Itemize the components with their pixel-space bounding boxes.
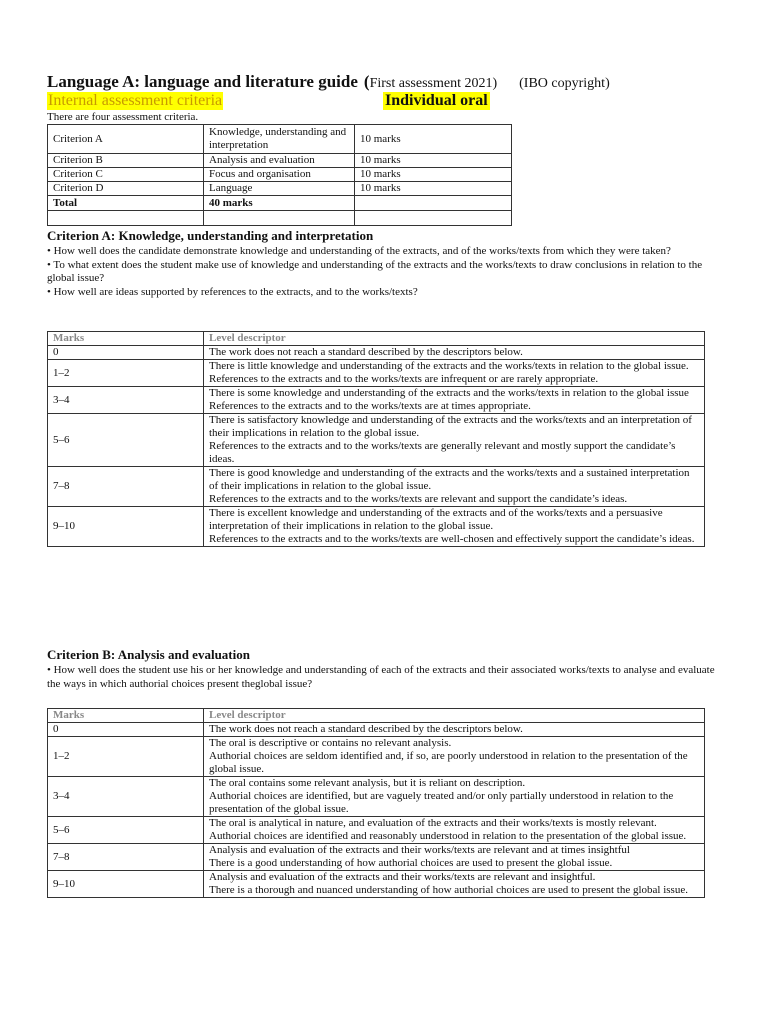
- summary-marks: 10 marks: [355, 182, 512, 196]
- question-bullet: • How well does the student use his or her knowledge and understanding of each of the extracts and their associated works/texts to analyse and evaluate the ways in which authorial choices present theglobal issue?: [47, 664, 715, 690]
- descriptor-line: There is little knowledge and understanding of the extracts and the works/texts in relation to the global issue.: [209, 360, 689, 372]
- descriptor-line: References to the extracts and to the works/texts are relevant and support the candidate’s ideas.: [209, 493, 628, 505]
- descriptor-line: Analysis and evaluation of the extracts and their works/texts are relevant and insightful.: [209, 871, 596, 883]
- marks-cell: 7–8: [48, 844, 204, 871]
- criterion-b-questions: [47, 664, 727, 691]
- marks-cell: 3–4: [48, 387, 204, 414]
- marks-cell: 0: [48, 723, 204, 737]
- criterion-b-table: [47, 708, 705, 898]
- summary-criterion: Criterion B: [48, 154, 204, 168]
- descriptor-line: There is a good understanding of how authorial choices are used to present the global issue.: [209, 857, 613, 869]
- descriptor-line: The oral is analytical in nature, and evaluation of the extracts and their works/texts is mostly relevant.: [209, 817, 657, 829]
- marks-cell: 1–2: [48, 360, 204, 387]
- descriptor-line: There is good knowledge and understanding of the extracts and the works/texts and a sustained interpretation of their implications in relation to the global issue.: [209, 467, 690, 492]
- question-bullet: • To what extent does the student make use of knowledge and understanding of the extracts and the works/texts to draw conclusions in relation to the global issue?: [47, 258, 703, 284]
- descriptor-line: Authorial choices are identified and reasonably understood in relation to the presentation of the global issue.: [209, 830, 687, 842]
- descriptor-line: The work does not reach a standard described by the descriptors below.: [209, 346, 523, 358]
- descriptor-line: Analysis and evaluation of the extracts and their works/texts are relevant and at times insightful: [209, 844, 630, 856]
- descriptor-line: References to the extracts and to the works/texts are at times appropriate.: [209, 400, 531, 412]
- criterion-a-heading: Criterion A: Knowledge, understanding and interpretation: [47, 228, 374, 243]
- table-row: [48, 507, 705, 547]
- summary-table: [47, 124, 512, 226]
- descriptor-cell: [204, 817, 705, 844]
- marks-cell: 5–6: [48, 414, 204, 467]
- descriptor-line: Authorial choices are identified, but are vaguely treated and/or only partially understood in relation to the presentation of the global issue.: [209, 790, 674, 815]
- descriptor-line: References to the extracts and to the works/texts are infrequent or are rarely appropriate.: [209, 373, 599, 385]
- summary-marks: 10 marks: [355, 168, 512, 182]
- intro-text: There are four assessment criteria.: [47, 111, 199, 123]
- criterion-a-questions: [47, 245, 727, 299]
- descriptor-cell: [204, 737, 705, 777]
- copyright-note: (IBO copyright): [519, 76, 610, 91]
- descriptor-line: The work does not reach a standard described by the descriptors below.: [209, 723, 523, 735]
- summary-name: Analysis and evaluation: [204, 154, 355, 168]
- summary-criterion: Criterion D: [48, 182, 204, 196]
- summary-empty-cell: [204, 211, 355, 226]
- table-row: [48, 723, 705, 737]
- table-row: [48, 211, 512, 226]
- table-row: [48, 387, 705, 414]
- subtitle-individual-oral: Individual oral: [385, 92, 488, 109]
- marks-cell: 9–10: [48, 507, 204, 547]
- descriptor-cell: [204, 777, 705, 817]
- table-header-row: [48, 332, 705, 346]
- summary-marks: 10 marks: [355, 125, 512, 154]
- table-row: [48, 871, 705, 898]
- descriptor-line: Authorial choices are seldom identified and, if so, are poorly understood in relation to the presentation of the global issue.: [209, 750, 688, 775]
- table-row: [48, 817, 705, 844]
- descriptor-header: Level descriptor: [204, 709, 705, 723]
- marks-cell: 9–10: [48, 871, 204, 898]
- marks-header: Marks: [48, 332, 204, 346]
- summary-total-value: 40 marks: [204, 196, 355, 211]
- table-row: [48, 154, 512, 168]
- document-title-line: [47, 72, 610, 92]
- subtitle-internal-assessment: Internal assessment criteria: [48, 92, 223, 109]
- descriptor-line: The oral contains some relevant analysis, but it is reliant on description.: [209, 777, 526, 789]
- descriptor-line: There is excellent knowledge and understanding of the extracts and of the works/texts and a persuasive interpretation of their implications in relation to the global issue.: [209, 507, 663, 532]
- descriptor-cell: [204, 346, 705, 360]
- descriptor-line: References to the extracts and to the works/texts are well-chosen and effectively support the candidate’s ideas.: [209, 533, 695, 545]
- descriptor-cell: [204, 844, 705, 871]
- summary-empty-cell: [48, 211, 204, 226]
- title-paren: (: [363, 72, 370, 91]
- summary-name: Language: [204, 182, 355, 196]
- table-row: [48, 196, 512, 211]
- descriptor-header: Level descriptor: [204, 332, 705, 346]
- summary-name: Focus and organisation: [204, 168, 355, 182]
- descriptor-line: References to the extracts and to the works/texts are generally relevant and mostly support the candidate’s ideas.: [209, 440, 676, 465]
- descriptor-line: The oral is descriptive or contains no relevant analysis.: [209, 737, 452, 749]
- marks-cell: 5–6: [48, 817, 204, 844]
- table-row: [48, 414, 705, 467]
- table-row: [48, 360, 705, 387]
- descriptor-cell: [204, 414, 705, 467]
- table-row: [48, 467, 705, 507]
- descriptor-line: There is some knowledge and understanding of the extracts and the works/texts in relation to the global issue: [209, 387, 689, 399]
- document-title: Language A: language and literature guide: [47, 72, 358, 91]
- descriptor-line: There is a thorough and nuanced understanding of how authorial choices are used to present the global issue.: [209, 884, 688, 896]
- descriptor-cell: [204, 723, 705, 737]
- table-row: [48, 844, 705, 871]
- marks-cell: 1–2: [48, 737, 204, 777]
- table-row: [48, 777, 705, 817]
- first-assessment: First assessment 2021): [369, 76, 498, 91]
- marks-header: Marks: [48, 709, 204, 723]
- descriptor-cell: [204, 467, 705, 507]
- descriptor-cell: [204, 360, 705, 387]
- question-bullet: • How well does the candidate demonstrate knowledge and understanding of the extracts, and of the works/texts from which they were taken?: [47, 245, 671, 257]
- table-row: [48, 182, 512, 196]
- marks-cell: 0: [48, 346, 204, 360]
- table-header-row: [48, 709, 705, 723]
- descriptor-cell: [204, 871, 705, 898]
- summary-empty-cell: [355, 196, 512, 211]
- summary-empty-cell: [355, 211, 512, 226]
- question-bullet: • How well are ideas supported by references to the extracts, and to the works/texts?: [47, 285, 418, 298]
- table-row: [48, 737, 705, 777]
- summary-name: Knowledge, understanding and interpretation: [204, 125, 355, 154]
- marks-cell: 3–4: [48, 777, 204, 817]
- table-row: [48, 125, 512, 154]
- descriptor-line: There is satisfactory knowledge and understanding of the extracts and the works/texts and an interpretation of their implications in relation to the global issue.: [209, 414, 692, 439]
- descriptor-cell: [204, 387, 705, 414]
- table-row: [48, 346, 705, 360]
- summary-criterion: Criterion C: [48, 168, 204, 182]
- marks-cell: 7–8: [48, 467, 204, 507]
- descriptor-cell: [204, 507, 705, 547]
- criterion-b-heading: Criterion B: Analysis and evaluation: [47, 647, 250, 662]
- table-row: [48, 168, 512, 182]
- criterion-a-table: [47, 331, 705, 547]
- summary-criterion: Criterion A: [48, 125, 204, 154]
- summary-marks: 10 marks: [355, 154, 512, 168]
- summary-total-label: Total: [48, 196, 204, 211]
